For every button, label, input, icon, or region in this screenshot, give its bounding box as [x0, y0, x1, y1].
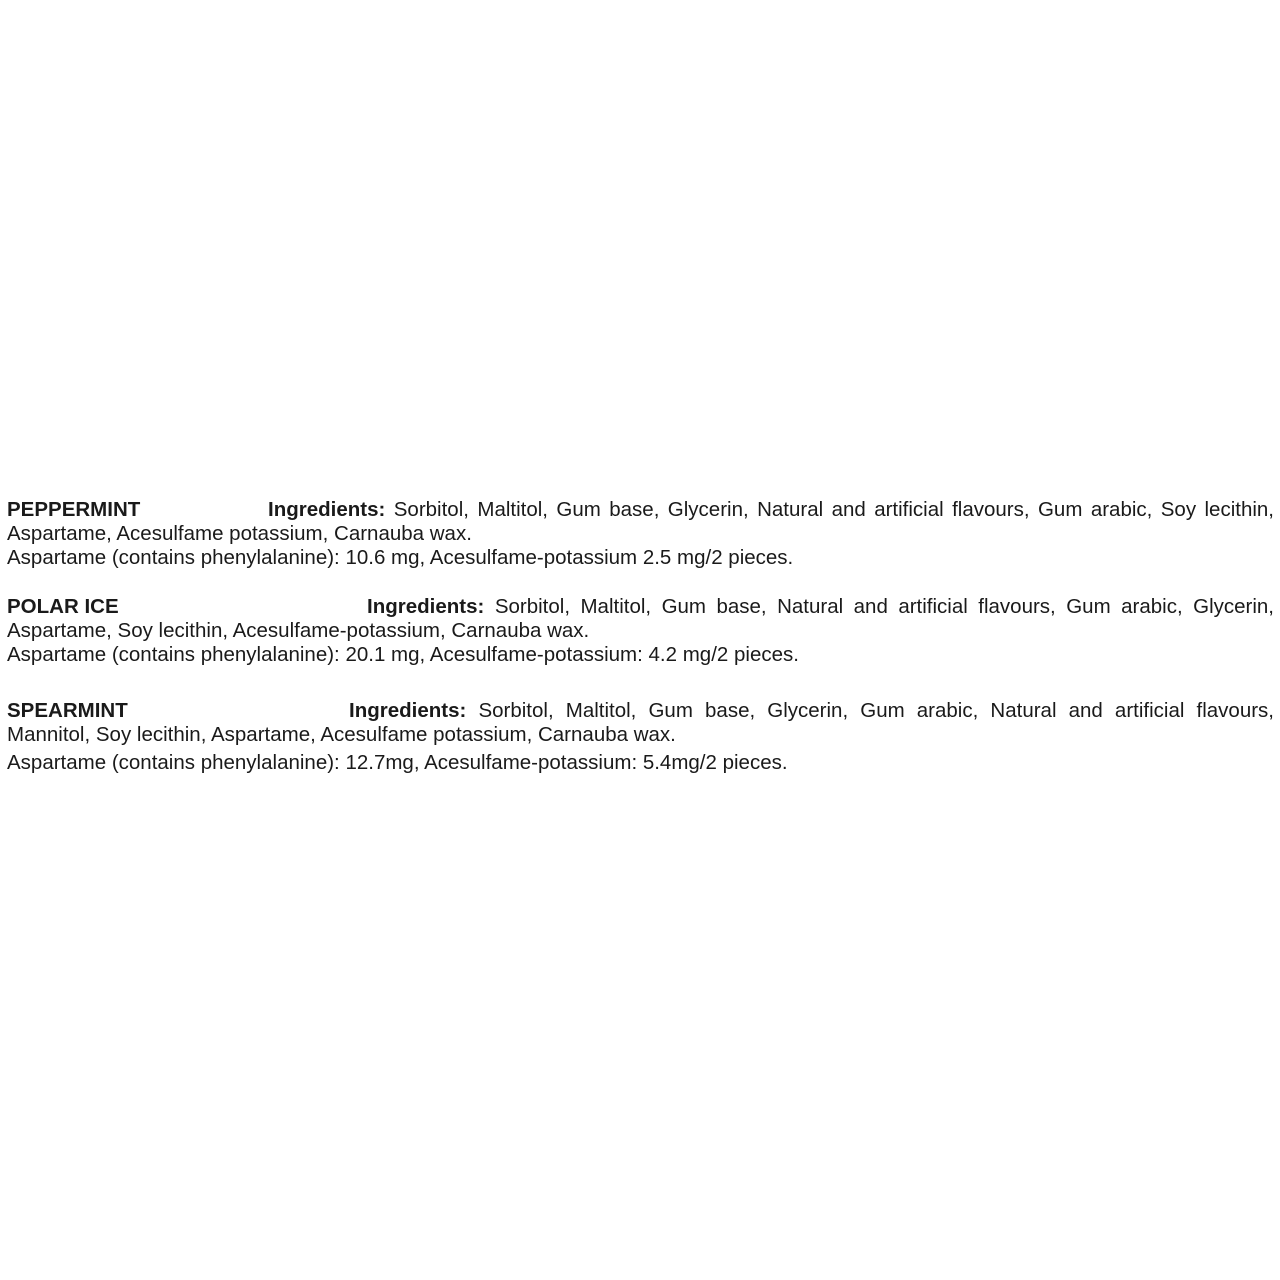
- ingredients-label: Ingredients:: [268, 498, 386, 521]
- ingredients-label: Ingredients:: [349, 699, 467, 722]
- flavor-name: POLAR ICE: [7, 595, 119, 618]
- aspartame-note: Aspartame (contains phenylalanine): 12.7mg, Acesulfame-potassium: 5.4mg/2 pieces.: [7, 751, 788, 774]
- ingredients-label: Ingredients:: [367, 595, 485, 618]
- flavor-name: PEPPERMINT: [7, 498, 141, 521]
- aspartame-note: Aspartame (contains phenylalanine): 20.1 mg, Acesulfame-potassium: 4.2 mg/2 pieces.: [7, 643, 799, 666]
- flavor-name: SPEARMINT: [7, 699, 128, 722]
- polar-ice-section: [7, 595, 1274, 667]
- ingredients-list: Sorbitol, Maltitol, Gum base, Glycerin, Natural and artificial flavours, Gum arabic, Soy lecithin, Aspartame, Acesulfame potassium, Carnauba wax.: [7, 498, 1274, 545]
- peppermint-section: [7, 498, 1274, 570]
- ingredients-paragraph: [7, 498, 1274, 546]
- ingredients-list: Sorbitol, Maltitol, Gum base, Glycerin, Gum arabic, Natural and artificial flavours, Mannitol, Soy lecithin, Aspartame, Acesulfame potassium, Carnauba wax.: [7, 699, 1274, 746]
- ingredients-paragraph: [7, 595, 1274, 643]
- aspartame-note: Aspartame (contains phenylalanine): 10.6 mg, Acesulfame-potassium 2.5 mg/2 pieces.: [7, 546, 794, 569]
- ingredients-paragraph: [7, 699, 1274, 747]
- ingredients-list: Sorbitol, Maltitol, Gum base, Natural and artificial flavours, Gum arabic, Glycerin, Aspartame, Soy lecithin, Acesulfame-potassium, Carnauba wax.: [7, 595, 1274, 642]
- spearmint-section: [7, 699, 1274, 775]
